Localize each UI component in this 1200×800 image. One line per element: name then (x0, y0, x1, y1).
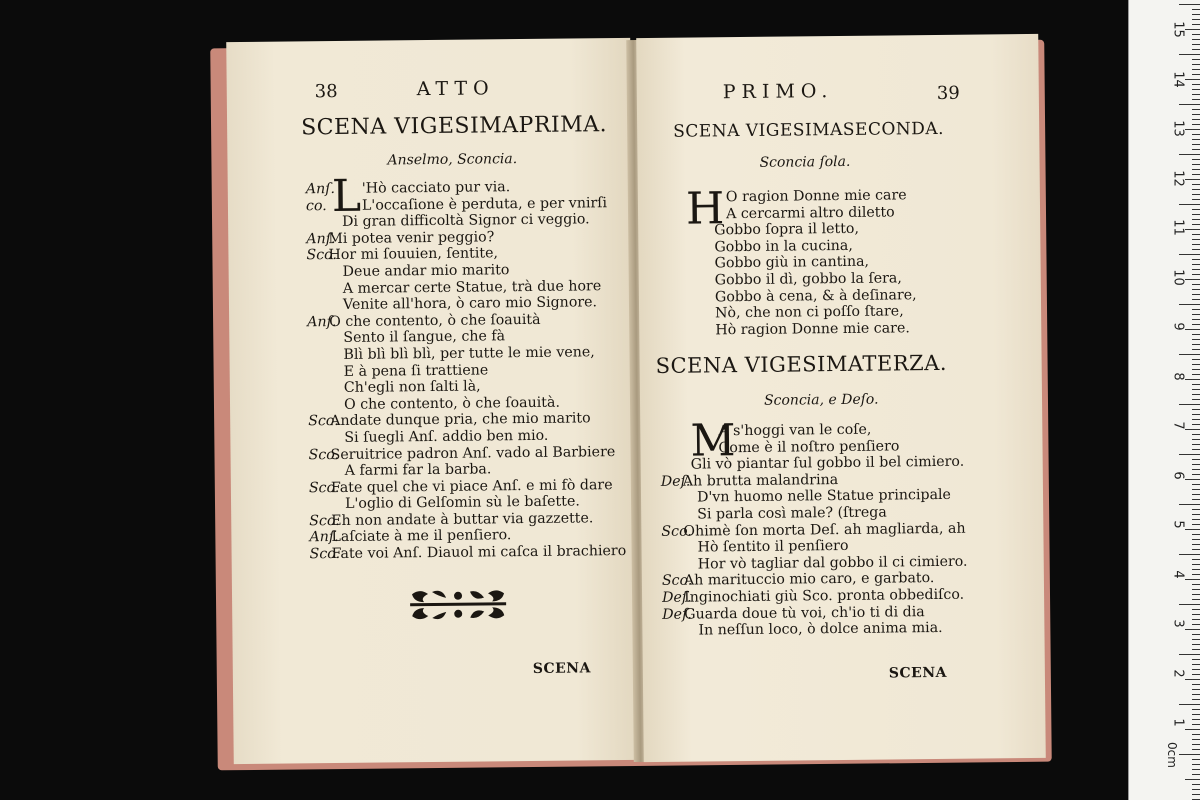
verse-line: A cercarmi altro diletto (725, 204, 895, 222)
ruler-tick (1192, 349, 1200, 350)
ruler-tick (1185, 329, 1200, 330)
left-verse-lines (305, 170, 630, 563)
ruler-tick (1192, 684, 1200, 685)
ruler-tick (1192, 339, 1200, 340)
ruler-tick (1185, 629, 1200, 630)
ruler-tick (1192, 649, 1200, 650)
speaker-label: Sco. (661, 523, 692, 540)
ruler-tick (1192, 514, 1200, 515)
verse-text: Hò ſentito il penſiero (697, 538, 849, 556)
verse-text: Laſciate à me il penſiero. (331, 527, 512, 546)
ruler-tick (1192, 114, 1200, 115)
verse-text: E à pena ſi trattiene (343, 361, 489, 380)
ruler-number: 8 (1170, 371, 1186, 381)
ruler-tick (1192, 314, 1200, 315)
ruler-number: 13 (1170, 120, 1186, 137)
measurement-ruler (1128, 0, 1200, 800)
right-running-head: PRIMO. (722, 80, 834, 104)
verse-text: Di gran difficoltà Signor ci veggio. (342, 211, 590, 231)
verse-text: Guarda doue tù voi, ch'io ti di dia (684, 603, 925, 623)
ruler-tick (1192, 614, 1200, 615)
verse-text: Sento il ſangue, che fà (343, 328, 506, 347)
ruler-tick (1192, 149, 1200, 150)
ruler-tick (1192, 644, 1200, 645)
ruler-tick (1192, 9, 1200, 10)
ruler-tick (1192, 759, 1200, 760)
ruler-tick (1179, 4, 1200, 5)
ruler-number: 14 (1170, 70, 1186, 88)
ruler-tick (1185, 779, 1200, 780)
ruler-number: 7 (1170, 421, 1186, 430)
scene-title-vigesimaterza: SCENA VIGESIMATERZA. (655, 350, 948, 378)
right-page (636, 34, 1046, 762)
ruler-tick (1192, 259, 1200, 260)
ruler-tick (1192, 274, 1200, 275)
ruler-tick (1185, 479, 1200, 480)
ruler-tick (1192, 689, 1200, 690)
ruler-tick (1192, 299, 1200, 300)
ruler-tick (1192, 539, 1200, 540)
ruler-tick (1192, 674, 1200, 675)
ruler-tick (1192, 24, 1200, 25)
ruler-tick (1192, 14, 1200, 15)
ruler-tick (1192, 334, 1200, 335)
verse-text: Mi potea venir peggio? (328, 229, 495, 247)
speaker-label: Deſ. (662, 606, 692, 623)
ruler-tick (1192, 399, 1200, 400)
ruler-tick (1179, 704, 1200, 705)
ruler-tick (1192, 119, 1200, 120)
ruler-tick (1192, 564, 1200, 565)
right-catchword: SCENA (888, 664, 948, 682)
ruler-tick (1192, 189, 1200, 190)
ruler-tick (1192, 389, 1200, 390)
ruler-tick (1192, 49, 1200, 50)
ruler-tick (1179, 754, 1200, 755)
ruler-tick (1192, 84, 1200, 85)
verse-line: Gobbo à cena, & à deſinare, (714, 286, 917, 305)
verse-text: 'Hò cacciato pur via. (361, 179, 511, 197)
ruler-tick (1192, 289, 1200, 290)
ruler-tick (1185, 529, 1200, 530)
drop-cap-H: H (685, 183, 725, 235)
ruler-tick (1179, 204, 1200, 205)
ruler-tick (1192, 374, 1200, 375)
ruler-tick (1192, 549, 1200, 550)
ruler-tick (1179, 454, 1200, 455)
verse-text: Fate voi Anſ. Diauol mi caſca il brachiero (331, 543, 627, 563)
ruler-tick (1192, 144, 1200, 145)
ruler-tick (1192, 764, 1200, 765)
scene-persons-terza: Sconcia, e Deſo. (763, 391, 879, 409)
verse-text: Ah marituccio mio caro, e garbato. (683, 570, 935, 589)
ruler-tick (1185, 379, 1200, 380)
ruler-tick (1179, 404, 1200, 405)
ruler-tick (1192, 489, 1200, 490)
speaker-label: Sco. (308, 479, 340, 496)
ruler-tick (1192, 139, 1200, 140)
ruler-tick (1192, 74, 1200, 75)
ruler-number: 15 (1170, 21, 1186, 38)
ruler-tick (1192, 94, 1200, 95)
ruler-tick (1192, 569, 1200, 570)
verse-text: Seruitrice padron Anſ. vado al Barbiere (330, 443, 616, 463)
ruler-tick (1185, 29, 1200, 30)
ruler-tick (1185, 429, 1200, 430)
verse-line: Gobbo giù in cantina, (714, 254, 870, 272)
verse-text: L'occaſione è perduta, e per vnirſi (361, 194, 608, 214)
verse-text: Blì blì blì blì, per tutte le mie vene, (343, 344, 595, 363)
verse-text: Hor mi ſouuien, ſentite, (328, 245, 499, 264)
drop-cap-M: M (690, 415, 736, 467)
verse-text: Ohimè ſon morta Deſ. ah magliarda, ah (683, 520, 966, 540)
ruler-number: 5 (1170, 520, 1186, 529)
printer-ornament (408, 587, 508, 622)
verse-text: Inginochiati giù Sco. pronta obbediſco. (683, 586, 965, 606)
ruler-tick (1192, 59, 1200, 60)
ruler-tick (1185, 279, 1200, 280)
ruler-number: 2 (1170, 668, 1186, 678)
ruler-tick (1192, 659, 1200, 660)
ruler-tick (1192, 424, 1200, 425)
ruler-tick (1179, 604, 1200, 605)
ruler-tick (1192, 509, 1200, 510)
verse-line (662, 619, 1022, 639)
ruler-number: 11 (1170, 219, 1186, 236)
ruler-tick (1192, 264, 1200, 265)
ruler-tick (1192, 469, 1200, 470)
verse-line: Gobbo ſopra il letto, (714, 220, 860, 239)
ruler-tick (1179, 104, 1200, 105)
ruler-tick (1192, 69, 1200, 70)
verse-line: Gobbo in la cucina, (714, 237, 853, 256)
drop-cap-L: L (331, 170, 362, 223)
ruler-tick (1185, 79, 1200, 80)
ruler-tick (1192, 369, 1200, 370)
ruler-tick (1192, 134, 1200, 135)
ruler-tick (1192, 709, 1200, 710)
ruler-tick (1192, 534, 1200, 535)
ruler-unit-label: 0cm (1164, 742, 1179, 768)
ruler-tick (1192, 494, 1200, 495)
verse-text: Fate quel che vi piace Anſ. e mi fò dare (330, 476, 613, 496)
left-page (226, 38, 638, 764)
speaker-label: Sco. (308, 446, 340, 463)
verse-text: A mercar certe Statue, trà due hore (342, 277, 602, 297)
ruler-tick (1192, 474, 1200, 475)
speaker-label: Anſ. (309, 529, 339, 546)
ruler-tick (1179, 254, 1200, 255)
ruler-tick (1192, 159, 1200, 160)
ruler-tick (1192, 624, 1200, 625)
speaker-label: Sco. (309, 512, 340, 530)
verse-text: Ch'egli non ſalti là, (343, 378, 481, 397)
ruler-number: 12 (1170, 169, 1186, 187)
scene-title-vigesimaseconda: SCENA VIGESIMASECONDA. (673, 118, 945, 142)
verse-line: Gobbo il dì, gobbo la ſera, (714, 270, 902, 289)
ruler-tick (1192, 589, 1200, 590)
ruler-tick (1192, 484, 1200, 485)
verse-text: O che contento, ò che ſoauità (329, 311, 541, 330)
ruler-tick (1192, 599, 1200, 600)
ruler-tick (1192, 249, 1200, 250)
ruler-tick (1192, 164, 1200, 165)
speaker-label: Anſ. (306, 230, 336, 248)
ruler-tick (1192, 309, 1200, 310)
ruler-tick (1192, 124, 1200, 125)
speaker-label: Sco. (308, 413, 339, 430)
ruler-tick (1185, 579, 1200, 580)
ruler-tick (1192, 744, 1200, 745)
speaker-label: Sco. (661, 572, 693, 590)
ruler-tick (1192, 34, 1200, 35)
ruler-tick (1192, 464, 1200, 465)
ruler-tick (1192, 244, 1200, 245)
ruler-tick (1192, 394, 1200, 395)
terza-verse-lines (660, 415, 1022, 639)
verse-line: O ragion Donne mie care (725, 187, 907, 206)
ruler-tick (1192, 584, 1200, 585)
ruler-tick (1192, 414, 1200, 415)
ruler-tick (1192, 269, 1200, 270)
ruler-tick (1192, 359, 1200, 360)
ruler-tick (1192, 794, 1200, 795)
ruler-tick (1192, 239, 1200, 240)
ruler-tick (1179, 654, 1200, 655)
ruler-tick (1185, 179, 1200, 180)
seconda-verse-lines (708, 186, 1030, 339)
ruler-tick (1179, 354, 1200, 355)
ruler-tick (1192, 64, 1200, 65)
left-catchword: SCENA (532, 660, 591, 677)
ruler-tick (1192, 344, 1200, 345)
ruler-tick (1179, 154, 1200, 155)
ruler-tick (1192, 499, 1200, 500)
speaker-label: co. (305, 197, 327, 214)
speaker-label: Anſ. (305, 181, 336, 198)
verse-text: Venite all'hora, ò caro mio Signore. (342, 294, 598, 314)
ruler-tick (1192, 44, 1200, 45)
ruler-tick (1192, 594, 1200, 595)
ruler-tick (1192, 524, 1200, 525)
verse-line: Hò ragion Donne mie care. (715, 320, 910, 339)
ruler-number: 10 (1170, 268, 1186, 286)
ruler-tick (1185, 129, 1200, 130)
speaker-label: Sco. (309, 546, 341, 563)
ruler-tick (1192, 639, 1200, 640)
ruler-tick (1192, 619, 1200, 620)
ruler-tick (1192, 694, 1200, 695)
ruler-tick (1192, 324, 1200, 325)
left-page-number: 38 (314, 80, 338, 103)
verse-text: L'oglio di Gelſomin sù le baſette. (344, 493, 580, 513)
ruler-tick (1192, 209, 1200, 210)
scene-persons-seconda: Sconcia ſola. (759, 153, 851, 171)
ruler-tick (1192, 444, 1200, 445)
ruler-tick (1192, 109, 1200, 110)
verse-text: Ah brutta malandrina (682, 471, 839, 490)
ruler-tick (1185, 729, 1200, 730)
verse-line: Nò, che non ci poſſo ſtare, (715, 303, 904, 322)
ruler-tick (1179, 54, 1200, 55)
ruler-tick (1192, 734, 1200, 735)
ruler-tick (1192, 664, 1200, 665)
ruler-tick (1192, 319, 1200, 320)
ruler-tick (1192, 364, 1200, 365)
ruler-tick (1192, 574, 1200, 575)
ruler-tick (1192, 459, 1200, 460)
ruler-number: 9 (1170, 322, 1186, 331)
ruler-tick (1192, 199, 1200, 200)
ruler-tick (1192, 719, 1200, 720)
ruler-tick (1185, 229, 1200, 230)
verse-text: Si parla così male? (ſtrega (697, 504, 887, 523)
ruler-number: 4 (1170, 569, 1186, 579)
verse-text: O che contento, ò che ſoauità. (343, 394, 560, 413)
ruler-tick (1192, 214, 1200, 215)
ruler-tick (1192, 609, 1200, 610)
verse-text: Deue andar mio marito (342, 262, 510, 280)
ruler-tick (1192, 219, 1200, 220)
verse-text: A farmi far la barba. (344, 461, 492, 480)
ruler-tick (1192, 19, 1200, 20)
verse-text: Eh non andate à buttar via gazzette. (331, 510, 594, 529)
ruler-tick (1192, 789, 1200, 790)
ruler-tick (1192, 234, 1200, 235)
ruler-tick (1192, 439, 1200, 440)
ruler-tick (1192, 294, 1200, 295)
verse-text: Gli vò piantar ſul gobbo il bel cimiero. (690, 453, 965, 473)
verse-text: Come è il noſtro penſiero (718, 437, 900, 456)
scene-persons-left: Anselmo, Sconcia. (387, 151, 518, 169)
ruler-tick (1192, 449, 1200, 450)
ruler-tick (1192, 224, 1200, 225)
verse-text: D'vn huomo nelle Statue principale (696, 487, 952, 506)
ruler-tick (1192, 669, 1200, 670)
ruler-tick (1192, 409, 1200, 410)
verse-text: Si ſuegli Anſ. addio ben mio. (344, 427, 549, 446)
ruler-tick (1192, 544, 1200, 545)
verse-text: Hor vò tagliar dal gobbo il ci cimiero. (697, 553, 968, 573)
ruler-tick (1192, 784, 1200, 785)
right-page-number: 39 (936, 82, 960, 104)
ruler-number: 1 (1170, 718, 1186, 727)
speaker-label: Sco. (306, 247, 338, 264)
ruler-tick (1192, 169, 1200, 170)
ruler-tick (1192, 384, 1200, 385)
speaker-label: Anſ. (307, 313, 337, 331)
ruler-tick (1192, 99, 1200, 100)
ruler-tick (1192, 724, 1200, 725)
verse-text: In neſſun loco, ò dolce anima mia. (698, 620, 943, 639)
ruler-tick (1192, 194, 1200, 195)
ruler-tick (1192, 184, 1200, 185)
ruler-tick (1192, 434, 1200, 435)
ruler-tick (1179, 304, 1200, 305)
ruler-tick (1179, 554, 1200, 555)
ruler-tick (1192, 519, 1200, 520)
ruler-tick (1192, 634, 1200, 635)
ruler-tick (1192, 769, 1200, 770)
ruler-tick (1192, 699, 1200, 700)
verse-text: A s'hoggi van le coſe, (718, 421, 872, 440)
ruler-tick (1192, 774, 1200, 775)
ruler-tick (1192, 89, 1200, 90)
verse-line (310, 543, 630, 563)
left-running-head: ATTO (416, 77, 495, 101)
speaker-label: Deſ. (660, 473, 691, 490)
ruler-tick (1192, 739, 1200, 740)
verse-text: Andate dunque pria, che mio marito (330, 410, 591, 430)
ruler-tick (1192, 284, 1200, 285)
ruler-number: 3 (1170, 619, 1186, 628)
ruler-tick (1179, 504, 1200, 505)
scene-title-vigesimaprima: SCENA VIGESIMAPRIMA. (301, 112, 608, 141)
ruler-tick (1192, 714, 1200, 715)
ruler-tick (1192, 419, 1200, 420)
ruler-tick (1192, 174, 1200, 175)
speaker-label: Deſ. (661, 589, 692, 606)
ruler-tick (1192, 559, 1200, 560)
ruler-tick (1192, 39, 1200, 40)
ruler-number: 6 (1170, 470, 1186, 480)
ruler-tick (1192, 749, 1200, 750)
ruler-tick (1185, 679, 1200, 680)
